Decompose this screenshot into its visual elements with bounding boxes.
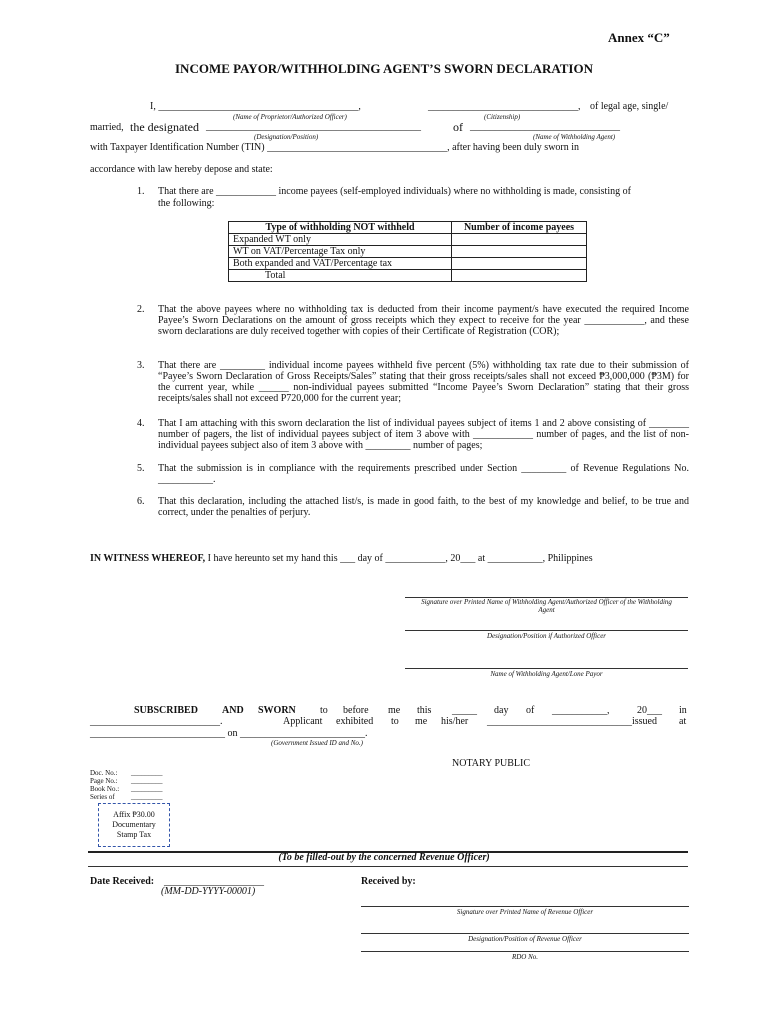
sworn-word: at bbox=[679, 716, 687, 727]
sworn-word: SWORN bbox=[258, 705, 296, 716]
sworn-word: in bbox=[679, 705, 687, 716]
annex-label: Annex “C” bbox=[608, 30, 670, 45]
caption-citizenship: (Citizenship) bbox=[484, 113, 521, 121]
intro-citizenship-blank: ______________________________, bbox=[428, 101, 581, 112]
sworn-word: AND bbox=[222, 705, 244, 716]
sworn-word: this bbox=[417, 705, 432, 716]
item-4-number: 4. bbox=[137, 418, 145, 429]
item-3-text: That there are _________ individual income payees withheld five percent (5%) withholding tax rate due to their submission of “Payee’s Sworn Declaration of Gross Receipts/Sales” stating that their gross receipts/sales shall not exceed ₱3,000,000 (₱3M) for the current year, while ______ non-individual payees submitted “Income Payee’s Sworn Declaration” stating that their gross receipts/sales shall not exceed P720,000 for the current year; bbox=[158, 360, 689, 404]
officer-designation-line[interactable] bbox=[361, 933, 689, 934]
item-5-text: That the submission is in compliance with the requirements prescribed under Section _________ of Revenue Regulations No. ___________. bbox=[158, 463, 689, 485]
notary-public: NOTARY PUBLIC bbox=[452, 758, 531, 769]
officer-designation-caption: Designation/Position of Revenue Officer bbox=[468, 935, 582, 943]
doc-no-label: Doc. No.: bbox=[90, 769, 118, 777]
officer-signature-line[interactable] bbox=[361, 906, 689, 907]
rdo-line[interactable] bbox=[361, 951, 689, 952]
stamp-line: Affix ₱30.00 bbox=[113, 810, 155, 819]
intro-married: married, bbox=[90, 122, 124, 133]
table-cell-blank[interactable] bbox=[452, 246, 587, 258]
intro-name-blank: I, ________________________________________, bbox=[150, 101, 361, 112]
doc-blanks bbox=[131, 769, 163, 801]
sworn-word: Applicant bbox=[283, 716, 323, 727]
sworn-blank: __________________________. bbox=[90, 716, 223, 727]
caption-government-id: (Government Issued ID and No.) bbox=[271, 739, 363, 747]
caption-agent: (Name of Withholding Agent) bbox=[533, 133, 616, 141]
caption-name: (Name of Proprietor/Authorized Officer) bbox=[233, 113, 347, 121]
page-title: INCOME PAYOR/WITHHOLDING AGENT’S SWORN DECLARATION bbox=[175, 61, 593, 76]
stamp-line: Stamp Tax bbox=[116, 830, 152, 839]
item-6-number: 6. bbox=[137, 496, 145, 507]
officer-signature-caption: Signature over Printed Name of Revenue Officer bbox=[456, 908, 594, 916]
sworn-blank: _____________________________issued bbox=[487, 716, 657, 727]
doc-blank: _________ bbox=[131, 777, 163, 785]
documentary-stamp-box bbox=[98, 803, 170, 847]
item-2-text: That the above payees where no withholding tax is deducted from their income payment/s have executed the required Income Payee’s Sworn Declarations on the amount of gross receipts which they expect to receive for the year ____________, and these sworn declarations are duly received together with copies of their Certificate of Registration (COR); bbox=[158, 304, 689, 337]
signature-line-2[interactable] bbox=[405, 630, 688, 631]
table-cell-blank[interactable] bbox=[452, 258, 587, 270]
table-cell: WT on VAT/Percentage Tax only bbox=[229, 246, 452, 258]
table-row bbox=[229, 246, 587, 258]
sworn-word: exhibited bbox=[336, 716, 374, 727]
received-by-label: Received by: bbox=[361, 876, 416, 887]
table-row bbox=[229, 258, 587, 270]
revenue-section-header: (To be filled-out by the concerned Revenue Officer) bbox=[278, 852, 490, 863]
sworn-word: SUBSCRIBED bbox=[134, 705, 198, 716]
item-4-text: That I am attaching with this sworn declaration the list of individual payees subject of items 1 and 2 above consisting of ________ number of pagers, the list of individual payees subject of item 3 above with ____________ number of pages, and the list of non-individual payees subject also of item 3 above with _________ number of pages; bbox=[158, 418, 689, 451]
table-header-count: Number of income payees bbox=[452, 222, 587, 234]
doc-blank: _________ bbox=[131, 769, 163, 777]
witness-bold: IN WITNESS WHEREOF, bbox=[90, 553, 206, 564]
date-received-field[interactable]: ____________________ bbox=[164, 876, 264, 887]
witness-line bbox=[90, 553, 593, 564]
sworn-word: ___________, bbox=[552, 705, 610, 716]
table-cell: Expanded WT only bbox=[229, 234, 452, 246]
intro-designation-blank: ___________________________________________ bbox=[206, 121, 421, 132]
intro-tin-line: with Taxpayer Identification Number (TIN) ____________________________________, after having been duly sworn in bbox=[90, 142, 580, 153]
page-no-label: Page No.: bbox=[90, 777, 118, 785]
witness-text: I have hereunto set my hand this ___ day of ____________, 20___ at ___________, Philippines bbox=[205, 553, 593, 564]
sworn-word: day bbox=[494, 705, 509, 716]
item-1-number: 1. bbox=[137, 186, 145, 197]
intro-designated: the designated bbox=[130, 120, 199, 134]
section-divider bbox=[88, 866, 688, 867]
sworn-word: of bbox=[526, 705, 535, 716]
sworn-word: his/her bbox=[441, 716, 469, 727]
sworn-word: to bbox=[320, 705, 328, 716]
caption-designation: (Designation/Position) bbox=[254, 133, 319, 141]
date-format-hint: (MM-DD-YYYY-00001) bbox=[161, 886, 256, 897]
intro-depose-line: accordance with law hereby depose and state: bbox=[90, 164, 273, 175]
intro-of: of bbox=[453, 120, 463, 134]
signature-caption-1b: Agent bbox=[538, 606, 555, 614]
item-6-text: That this declaration, including the attached list/s, is made in good faith, to the best of my knowledge and belief, to be true and correct, under the penalties of perjury. bbox=[158, 496, 689, 518]
withholding-table bbox=[228, 221, 587, 282]
doc-blank: _________ bbox=[131, 785, 163, 793]
intro-agent-blank: ______________________________ bbox=[470, 121, 620, 132]
stamp-line: Documentary bbox=[112, 820, 156, 829]
date-received-label: Date Received: bbox=[90, 876, 155, 887]
item-3-number: 3. bbox=[137, 360, 145, 371]
signature-caption-1: Signature over Printed Name of Withholding Agent/Authorized Officer of the Withholding bbox=[421, 598, 672, 606]
table-cell-total: Total bbox=[229, 270, 452, 282]
item-5-number: 5. bbox=[137, 463, 145, 474]
item-1-text-cont: the following: bbox=[158, 198, 215, 209]
signature-caption-2: Designation/Position if Authorized Officer bbox=[486, 632, 607, 640]
signature-line-3[interactable] bbox=[405, 668, 688, 669]
intro-legal-age: of legal age, single/ bbox=[590, 101, 669, 112]
rdo-caption: RDO No. bbox=[511, 953, 539, 961]
doc-labels bbox=[90, 769, 119, 801]
table-row bbox=[229, 234, 587, 246]
table-header-type: Type of withholding NOT withheld bbox=[229, 222, 452, 234]
book-no-label: Book No.: bbox=[90, 785, 120, 793]
sworn-word: me bbox=[415, 716, 428, 727]
sworn-word: before bbox=[343, 705, 369, 716]
signature-caption-3: Name of Withholding Agent/Lone Payor bbox=[490, 670, 603, 678]
table-cell-blank[interactable] bbox=[452, 234, 587, 246]
sworn-word: _____ bbox=[452, 705, 477, 716]
sworn-line-3: ___________________________ on _________________________. bbox=[90, 728, 368, 739]
doc-blank: _________ bbox=[131, 793, 163, 801]
item-1-text: That there are ____________ income payees (self-employed individuals) where no withholding is made, consisting of bbox=[158, 186, 631, 197]
series-label: Series of bbox=[90, 793, 115, 801]
table-row bbox=[229, 270, 587, 282]
sworn-word: 20___ bbox=[637, 705, 662, 716]
table-cell: Both expanded and VAT/Percentage tax bbox=[229, 258, 452, 270]
sworn-word: me bbox=[388, 705, 401, 716]
table-cell-blank[interactable] bbox=[452, 270, 587, 282]
sworn-word: to bbox=[391, 716, 399, 727]
item-2-number: 2. bbox=[137, 304, 145, 315]
